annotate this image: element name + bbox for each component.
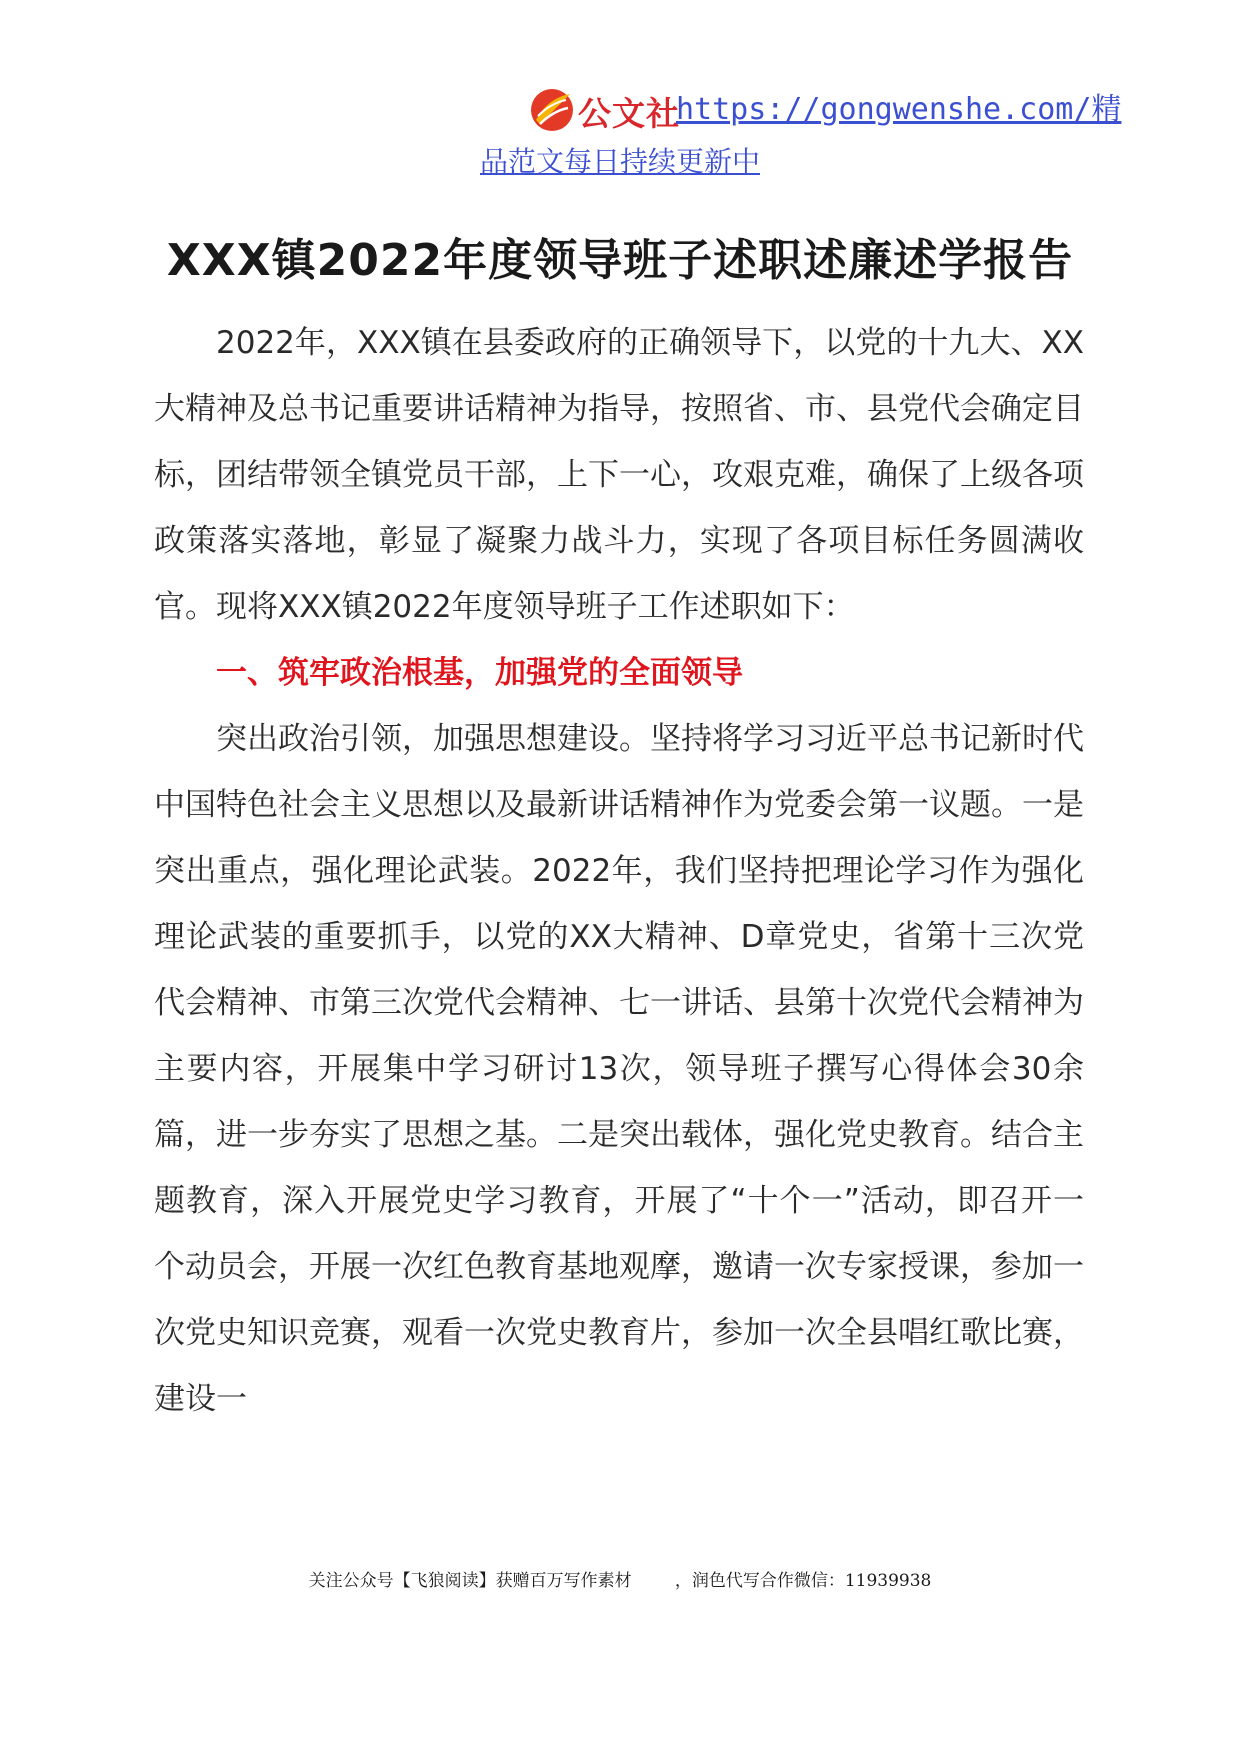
body-paragraph: 突出政治引领，加强思想建设。坚持将学习习近平总书记新时代中国特色社会主义思想以及最新讲话精神作为党委会第一议题。一是突出重点，强化理论武装。2022年，我们坚持把理论学习作为强化理论武装的重要抓手，以党的XX大精神、D章党史，省第十三次党代会精神、市第三次党代会精神、七一讲话、县第十次党代会精神为主要内容，开展集中学习研讨13次，领导班子撰写心得体会30余篇，进一步夯实了思想之基。二是突出载体，强化党史教育。结合主题教育，深入开展党史学习教育，开展了“十个一”活动，即召开一个动员会，开展一次红色教育基地观摩，邀请一次专家授课，参加一次党史知识竞赛，观看一次党史教育片，参加一次全县唱红歌比赛，建设一 <box>154 721 1084 1417</box>
site-link[interactable]: https://gongwenshe.com/精 <box>676 92 1122 127</box>
site-link-continuation[interactable]: 品范文每日持续更新中 <box>479 145 760 178</box>
page-footer: 关注公众号【飞狼阅读】获赠百万写作素材 ，润色代写合作微信：11939938 <box>308 1571 932 1591</box>
gongwenshe-logo-icon <box>528 86 576 134</box>
document-body <box>154 310 1084 1432</box>
logo-text: 公文社 <box>578 94 680 133</box>
section-heading: 一、筑牢政治根基，加强党的全面领导 <box>216 655 743 691</box>
intro-paragraph: 2022年，XXX镇在县委政府的正确领导下，以党的十九大、XX大精神及总书记重要讲话精神为指导，按照省、市、县党代会确定目标，团结带领全镇党员干部，上下一心，攻艰克难，确保了上级各项政策落实落地，彰显了凝聚力战斗力，实现了各项目标任务圆满收官。现将XXX镇2022年度领导班子工作述职如下： <box>154 325 1084 625</box>
page-header <box>0 78 1240 188</box>
document-title: XXX镇2022年度领导班子述职述廉述学报告 <box>166 235 1074 286</box>
